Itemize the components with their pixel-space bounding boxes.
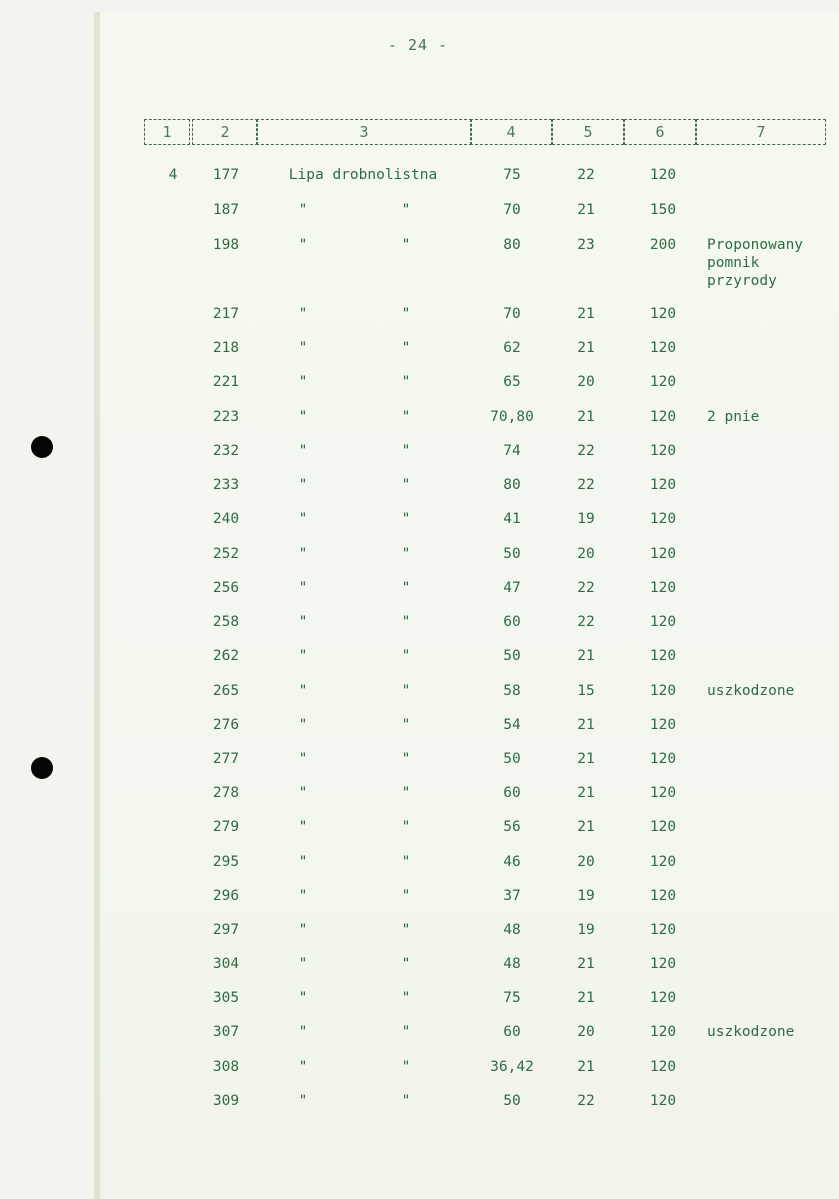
ditto-mark: ": [298, 1093, 308, 1109]
column-4-value: 75: [503, 167, 521, 183]
column-4-value: 80: [503, 237, 521, 253]
column-5-value: 22: [577, 580, 595, 596]
column-4-value: 48: [503, 922, 521, 938]
column-4-value: 54: [503, 717, 521, 733]
ditto-mark: ": [401, 1024, 411, 1040]
column-4-value: 48: [503, 956, 521, 972]
column-5-value: 22: [577, 167, 595, 183]
column-5-value: 19: [577, 511, 595, 527]
column-6-value: 120: [649, 888, 677, 904]
ditto-mark: ": [401, 580, 411, 596]
column-4-value: 56: [503, 819, 521, 835]
column-6-value: 120: [649, 990, 677, 1006]
tree-number: 258: [212, 614, 240, 630]
column-4-value: 60: [503, 614, 521, 630]
column-4-value: 50: [503, 546, 521, 562]
ditto-mark: ": [298, 819, 308, 835]
column-6-value: 120: [649, 956, 677, 972]
tree-number: 232: [212, 443, 240, 459]
ditto-mark: ": [298, 854, 308, 870]
ditto-mark: ": [401, 511, 411, 527]
remarks: 2 pnie: [707, 409, 760, 425]
column-5-value: 21: [577, 409, 595, 425]
column-6-value: 120: [649, 477, 677, 493]
tree-number: 233: [212, 477, 240, 493]
tree-number: 198: [212, 237, 240, 253]
column-5-value: 21: [577, 956, 595, 972]
ditto-mark: ": [298, 1024, 308, 1040]
column-5-value: 19: [577, 922, 595, 938]
column-5-value: 21: [577, 785, 595, 801]
tree-number: 218: [212, 340, 240, 356]
column-6-value: 120: [649, 1059, 677, 1075]
column-4-value: 60: [503, 785, 521, 801]
column-header-4: 4: [470, 119, 552, 145]
remarks: uszkodzone: [707, 1024, 795, 1040]
column-4-value: 70: [503, 306, 521, 322]
column-4-value: 46: [503, 854, 521, 870]
tree-number: 296: [212, 888, 240, 904]
column-4-value: 36,42: [490, 1059, 534, 1075]
column-4-value: 41: [503, 511, 521, 527]
ditto-mark: ": [298, 477, 308, 493]
column-4-value: 50: [503, 1093, 521, 1109]
column-4-value: 50: [503, 751, 521, 767]
column-4-value: 80: [503, 477, 521, 493]
column-4-value: 70: [503, 202, 521, 218]
column-5-value: 22: [577, 1093, 595, 1109]
tree-number: 305: [212, 990, 240, 1006]
ditto-mark: ": [298, 202, 308, 218]
tree-number: 277: [212, 751, 240, 767]
remarks: uszkodzone: [707, 683, 795, 699]
column-6-value: 120: [649, 683, 677, 699]
column-5-value: 22: [577, 614, 595, 630]
ditto-mark: ": [298, 922, 308, 938]
document-page: [94, 12, 839, 1199]
ditto-mark: ": [401, 648, 411, 664]
ditto-mark: ": [298, 683, 308, 699]
ditto-mark: ": [401, 888, 411, 904]
ditto-mark: ": [298, 888, 308, 904]
tree-number: 240: [212, 511, 240, 527]
ditto-mark: ": [401, 1093, 411, 1109]
column-5-value: 21: [577, 648, 595, 664]
column-5-value: 22: [577, 443, 595, 459]
column-5-value: 21: [577, 202, 595, 218]
tree-number: 256: [212, 580, 240, 596]
column-6-value: 120: [649, 819, 677, 835]
tree-number: 262: [212, 648, 240, 664]
ditto-mark: ": [298, 340, 308, 356]
ditto-mark: ": [298, 614, 308, 630]
column-5-value: 19: [577, 888, 595, 904]
column-4-value: 58: [503, 683, 521, 699]
tree-number: 297: [212, 922, 240, 938]
column-6-value: 200: [649, 237, 677, 253]
tree-number: 276: [212, 717, 240, 733]
ditto-mark: ": [298, 511, 308, 527]
tree-number: 252: [212, 546, 240, 562]
tree-number: 278: [212, 785, 240, 801]
ditto-mark: ": [401, 1059, 411, 1075]
column-header-3: 3: [256, 119, 472, 145]
column-6-value: 120: [649, 443, 677, 459]
tree-number: 279: [212, 819, 240, 835]
column-6-value: 120: [649, 374, 677, 390]
column-5-value: 21: [577, 340, 595, 356]
ditto-mark: ": [298, 751, 308, 767]
ditto-mark: ": [298, 956, 308, 972]
tree-number: 307: [212, 1024, 240, 1040]
ditto-mark: ": [298, 785, 308, 801]
ditto-mark: ": [401, 956, 411, 972]
column-6-value: 120: [649, 340, 677, 356]
punch-hole: [31, 436, 53, 458]
column-header-1: 1: [144, 119, 190, 145]
column-header-7: 7: [696, 119, 826, 145]
column-header-2: 2: [192, 119, 258, 145]
ditto-mark: ": [401, 340, 411, 356]
column-5-value: 20: [577, 854, 595, 870]
column-6-value: 120: [649, 511, 677, 527]
column-header-5: 5: [552, 119, 624, 145]
ditto-mark: ": [298, 1059, 308, 1075]
ditto-mark: ": [401, 546, 411, 562]
column-4-value: 47: [503, 580, 521, 596]
column-5-value: 22: [577, 477, 595, 493]
tree-number: 309: [212, 1093, 240, 1109]
species-name: Lipa drobnolistna: [288, 167, 438, 183]
column-5-value: 21: [577, 819, 595, 835]
ditto-mark: ": [401, 785, 411, 801]
remarks: Proponowany pomnik przyrody: [707, 237, 804, 289]
ditto-mark: ": [298, 374, 308, 390]
tree-number: 217: [212, 306, 240, 322]
ditto-mark: ": [401, 202, 411, 218]
column-6-value: 120: [649, 546, 677, 562]
ditto-mark: ": [401, 237, 411, 253]
ditto-mark: ": [401, 922, 411, 938]
column-4-value: 50: [503, 648, 521, 664]
page-number: - 24 -: [387, 36, 449, 54]
column-6-value: 120: [649, 580, 677, 596]
ditto-mark: ": [298, 237, 308, 253]
ditto-mark: ": [401, 306, 411, 322]
ditto-mark: ": [401, 477, 411, 493]
column-6-value: 120: [649, 785, 677, 801]
tree-number: 221: [212, 374, 240, 390]
column-6-value: 150: [649, 202, 677, 218]
ditto-mark: ": [298, 648, 308, 664]
column-4-value: 37: [503, 888, 521, 904]
column-5-value: 21: [577, 1059, 595, 1075]
column-5-value: 21: [577, 306, 595, 322]
column-6-value: 120: [649, 648, 677, 664]
column-6-value: 120: [649, 717, 677, 733]
column-5-value: 20: [577, 374, 595, 390]
column-5-value: 20: [577, 546, 595, 562]
column-6-value: 120: [649, 751, 677, 767]
column-6-value: 120: [649, 854, 677, 870]
column-5-value: 20: [577, 1024, 595, 1040]
tree-number: 304: [212, 956, 240, 972]
column-6-value: 120: [649, 167, 677, 183]
ditto-mark: ": [401, 717, 411, 733]
tree-number: 177: [212, 167, 240, 183]
ditto-mark: ": [298, 990, 308, 1006]
ditto-mark: ": [401, 374, 411, 390]
column-4-value: 74: [503, 443, 521, 459]
row-group-number: 4: [168, 167, 178, 183]
column-4-value: 75: [503, 990, 521, 1006]
column-6-value: 120: [649, 1093, 677, 1109]
ditto-mark: ": [401, 990, 411, 1006]
ditto-mark: ": [298, 546, 308, 562]
column-4-value: 62: [503, 340, 521, 356]
ditto-mark: ": [298, 409, 308, 425]
ditto-mark: ": [401, 751, 411, 767]
ditto-mark: ": [401, 683, 411, 699]
column-4-value: 70,80: [490, 409, 534, 425]
column-5-value: 23: [577, 237, 595, 253]
ditto-mark: ": [401, 819, 411, 835]
column-4-value: 60: [503, 1024, 521, 1040]
tree-number: 223: [212, 409, 240, 425]
column-6-value: 120: [649, 409, 677, 425]
column-6-value: 120: [649, 614, 677, 630]
ditto-mark: ": [401, 854, 411, 870]
column-5-value: 15: [577, 683, 595, 699]
column-6-value: 120: [649, 922, 677, 938]
ditto-mark: ": [298, 717, 308, 733]
column-header-6: 6: [624, 119, 696, 145]
column-4-value: 65: [503, 374, 521, 390]
ditto-mark: ": [298, 580, 308, 596]
ditto-mark: ": [298, 443, 308, 459]
ditto-mark: ": [401, 614, 411, 630]
tree-number: 308: [212, 1059, 240, 1075]
tree-number: 295: [212, 854, 240, 870]
column-6-value: 120: [649, 1024, 677, 1040]
column-5-value: 21: [577, 717, 595, 733]
column-6-value: 120: [649, 306, 677, 322]
column-5-value: 21: [577, 990, 595, 1006]
column-5-value: 21: [577, 751, 595, 767]
tree-number: 187: [212, 202, 240, 218]
ditto-mark: ": [401, 409, 411, 425]
punch-hole: [31, 757, 53, 779]
ditto-mark: ": [401, 443, 411, 459]
tree-number: 265: [212, 683, 240, 699]
ditto-mark: ": [298, 306, 308, 322]
